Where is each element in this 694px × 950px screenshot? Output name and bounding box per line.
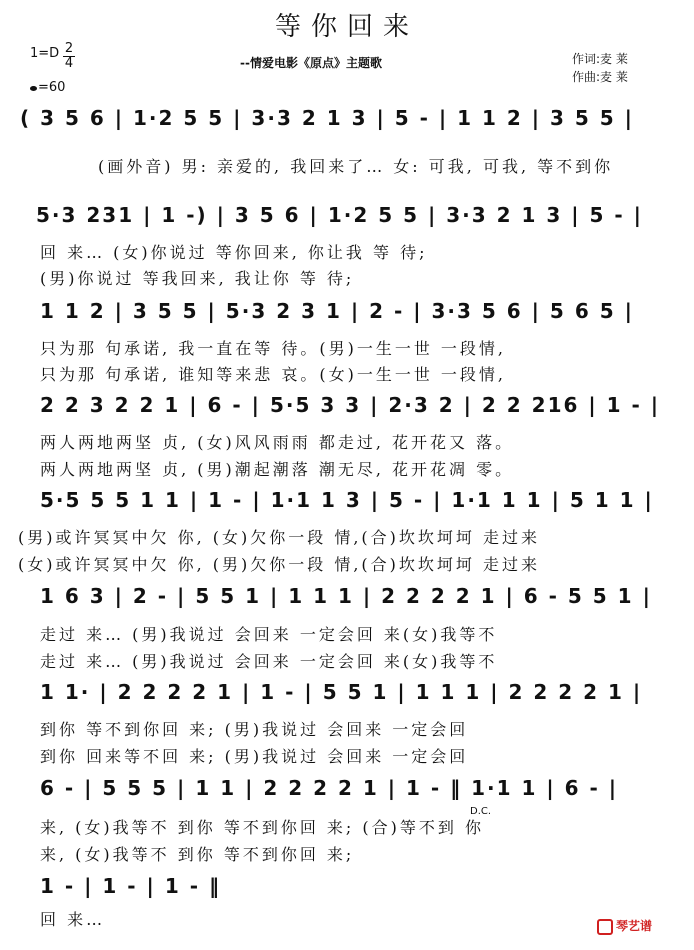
music-line: 5·3 231 | 1 -) | 3 5 6 | 1·2 5 5 | 3·3 2 1 3 | 5 - | bbox=[36, 203, 643, 227]
key-signature: 1=D bbox=[30, 46, 60, 61]
lyric-line: 两人两地两坚 贞, (女)风风雨雨 都走过, 花开花又 落。 bbox=[40, 433, 515, 452]
lyric-line: 两人两地两坚 贞, (男)潮起潮落 潮无尽, 花开花凋 零。 bbox=[40, 460, 515, 479]
music-line: ( 3 5 6 | 1·2 5 5 | 3·3 2 1 3 | 5 - | 1 1 2 | 3 5 5 | bbox=[20, 106, 634, 130]
site-logo[interactable] bbox=[597, 917, 652, 935]
lyric-line: 到你 回来等不回 来; (男)我说过 会回来 一定会回 bbox=[40, 747, 469, 766]
logo-text: 琴艺谱 bbox=[616, 919, 653, 933]
lyric-line: (女)或许冥冥中欠 你, (男)欠你一段 情,(合)坎坎坷坷 走过来 bbox=[18, 555, 540, 574]
lyric-line: 走过 来… (男)我说过 会回来 一定会回 来(女)我等不 bbox=[40, 652, 498, 671]
lyric-line: 回 来… (女)你说过 等你回来, 你让我 等 待; bbox=[40, 243, 428, 262]
lyricist-credit: 作词:麦 莱 bbox=[572, 52, 628, 66]
tempo-mark bbox=[30, 80, 65, 95]
time-signature bbox=[62, 42, 76, 71]
music-line: 1 - | 1 - | 1 - ‖ bbox=[40, 874, 221, 898]
lyric-line: (男)你说过 等我回来, 我让你 等 待; bbox=[40, 269, 355, 288]
lyric-line: 只为那 句承诺, 谁知等来悲 哀。(女)一生一世 一段情, bbox=[40, 365, 507, 384]
music-line: 1 1 2 | 3 5 5 | 5·3 2 3 1 | 2 - | 3·3 5 6 | 5 6 5 | bbox=[40, 299, 634, 323]
lyric-line: 走过 来… (男)我说过 会回来 一定会回 来(女)我等不 bbox=[40, 625, 498, 644]
composer-credit: 作曲:麦 莱 bbox=[572, 70, 628, 84]
lyric-line: 回 来… bbox=[40, 910, 106, 929]
subtitle: --情爱电影《原点》主题歌 bbox=[240, 56, 382, 70]
lyric-line: 只为那 句承诺, 我一直在等 待。(男)一生一世 一段情, bbox=[40, 339, 507, 358]
lyric-line: 来, (女)我等不 到你 等不到你回 来; (合)等不到 你 bbox=[40, 818, 484, 837]
lyric-line: 来, (女)我等不 到你 等不到你回 来; bbox=[40, 845, 355, 864]
music-line: 2 2 3 2 2 1 | 6 - | 5·5 3 3 | 2·3 2 | 2 2 216 | 1 - | bbox=[40, 393, 661, 417]
logo-icon bbox=[597, 919, 613, 935]
music-line: 6 - | 5 5 5 | 1 1 | 2 2 2 2 1 | 1 - ‖ 1·1 1 | 6 - | bbox=[40, 776, 619, 800]
time-sig-bottom: 4 bbox=[64, 56, 74, 71]
music-line: 1 1· | 2 2 2 2 1 | 1 - | 5 5 1 | 1 1 1 | 2 2 2 2 1 | bbox=[40, 680, 643, 704]
lyric-line: (男)或许冥冥中欠 你, (女)欠你一段 情,(合)坎坎坷坷 走过来 bbox=[18, 528, 540, 547]
da-capo-mark: D.C. bbox=[470, 806, 492, 817]
quarter-note-icon bbox=[30, 86, 37, 91]
music-line: 1 6 3 | 2 - | 5 5 1 | 1 1 1 | 2 2 2 2 1 | 6 - 5 5 1 | bbox=[40, 584, 652, 608]
music-line: 5·5 5 5 1 1 | 1 - | 1·1 1 3 | 5 - | 1·1 1 1 | 5 1 1 | bbox=[40, 488, 654, 512]
time-sig-top: 2 bbox=[64, 41, 74, 56]
song-title: 等你回来 bbox=[274, 12, 419, 42]
lyric-line: 到你 等不到你回 来; (男)我说过 会回来 一定会回 bbox=[40, 720, 469, 739]
tempo-value: =60 bbox=[38, 80, 66, 95]
lyric-line: (画外音) 男: 亲爱的, 我回来了… 女: 可我, 可我, 等不到你 bbox=[98, 157, 614, 176]
